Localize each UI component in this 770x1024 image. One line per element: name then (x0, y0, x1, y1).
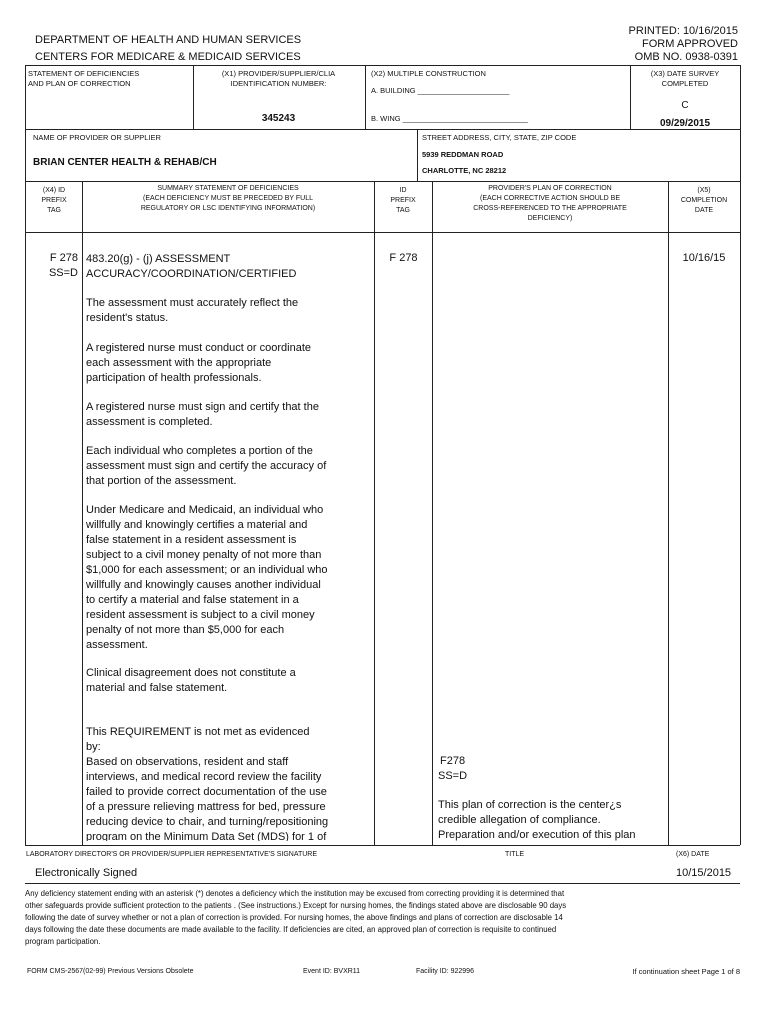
survey-date: 09/29/2015 (659, 118, 711, 129)
deficiency-tag: F 278 (49, 252, 78, 264)
address-label: STREET ADDRESS, CITY, STATE, ZIP CODE (422, 133, 577, 142)
facility-id: Facility ID: 922996 (416, 968, 474, 975)
form-number: FORM CMS-2567(02-99) Previous Versions Obsolete (27, 968, 194, 975)
provider-name: BRIAN CENTER HEALTH & REHAB/CH (33, 157, 217, 168)
paragraph: This REQUIREMENT is not met as evidenced by: Based on observations, resident and staff interviews, and medical record review the facility failed to provide correct documentation of the use of a pressure relieving mattress for bed, pressure reducing device to chair, and turning/repositioning program on the Minimum Data Set (MDS) for 1 of (86, 726, 329, 841)
event-id: Event ID: BVXR11 (303, 968, 361, 975)
x3-letter: C (681, 100, 689, 111)
plan-tag: F278 (440, 755, 466, 767)
omb-number: OMB NO. 0938-0391 (634, 51, 738, 63)
paragraph: Each individual who completes a portion of the assessment must sign and certify the accuracy of that portion of the assessment. (86, 445, 327, 487)
printed-date: PRINTED: 10/16/2015 (628, 25, 738, 37)
x1-label: (X1) PROVIDER/SUPPLIER/CLIA IDENTIFICATION NUMBER: (221, 69, 336, 88)
paragraph: The assessment must accurately reflect the resident's status. (86, 297, 299, 324)
summary-column-header: SUMMARY STATEMENT OF DEFICIENCIES (EACH DEFICIENCY MUST BE PRECEDED BY FULL REGULATORY OR LSC IDENTIFYING INFORMATION) (140, 185, 316, 212)
title-label: TITLE (505, 851, 525, 858)
x3-label: (X3) DATE SURVEY COMPLETED (650, 69, 720, 88)
disclaimer-text: Any deficiency statement ending with an asterisk (*) denotes a deficiency which the institution may be excused from correcting providing it is determined that other safeguards provide sufficient protection to the patients . (See instructions.) Except for nursing homes, the findings stated above are disclosable 90 days following the date of survey whether or not a plan of correction is provided. For nursing homes, the above findings and plans of correction are disclosable 14 days following the date these documents are made available to the facility. If deficiencies are cited, an approved plan of correction is requisite to continued program participation. (25, 889, 567, 946)
id-column-header: ID PREFIX TAG (390, 187, 416, 214)
city-state-zip: CHARLOTTE, NC 28212 (422, 166, 507, 175)
wing-field: B. WING ______________________________ (371, 114, 528, 123)
x6-date-label: (X6) DATE (676, 851, 710, 858)
plan-column-header: PROVIDER'S PLAN OF CORRECTION (EACH CORRECTIVE ACTION SHOULD BE CROSS-REFERENCED TO THE APPROPRIATE DEFICIENCY) (473, 185, 627, 222)
signature-date: 10/15/2015 (676, 867, 732, 879)
x2-label: (X2) MULTIPLE CONSTRUCTION (371, 69, 486, 78)
signature-label: LABORATORY DIRECTOR'S OR PROVIDER/SUPPLIER REPRESENTATIVE'S SIGNATURE (26, 851, 318, 858)
plan-scope-severity: SS=D (438, 770, 468, 782)
department-title: DEPARTMENT OF HEALTH AND HUMAN SERVICES (35, 34, 302, 46)
paragraph: Under Medicare and Medicaid, an individual who willfully and knowingly certifies a material and false statement in a resident assessment is subject to a civil money penalty of not more than $1,000 for each assessment; or an individual who willfully and knowingly causes another individual to certify a material and false statement in a resident assessment is subject to a civil money penalty of not more than $5,000 for each assessment. (86, 504, 328, 651)
centers-title: CENTERS FOR MEDICARE & MEDICAID SERVICES (35, 51, 301, 63)
scope-severity: SS=D (48, 267, 78, 279)
paragraph: Clinical disagreement does not constitute a material and false statement. (86, 667, 296, 694)
provider-id: 345243 (261, 113, 296, 124)
regulation-title: 483.20(g) - (j) ASSESSMENT ACCURACY/COORDINATION/CERTIFIED (86, 253, 297, 280)
street-address: 5939 REDDMAN ROAD (422, 150, 504, 159)
paragraph: A registered nurse must sign and certify that the assessment is completed. (86, 401, 319, 428)
x4-column-header: (X4) ID PREFIX TAG (41, 187, 67, 214)
building-field: A. BUILDING ______________________ (371, 86, 510, 95)
paragraph: A registered nurse must conduct or coordinate each assessment with the appropriate participation of health professionals. (86, 342, 312, 384)
provider-name-label: NAME OF PROVIDER OR SUPPLIER (33, 133, 161, 142)
completion-date: 10/16/15 (682, 252, 726, 264)
form-approved: FORM APPROVED (642, 38, 738, 50)
statement-label: STATEMENT OF DEFICIENCIES AND PLAN OF CORRECTION (28, 69, 140, 88)
id-prefix-tag: F 278 (389, 252, 418, 264)
x5-column-header: (X5) COMPLETION DATE (680, 187, 728, 214)
plan-text: This plan of correction is the center¿s credible allegation of compliance. Preparation and/or execution of this plan (438, 799, 636, 841)
page-indicator: If continuation sheet Page 1 of 8 (632, 967, 740, 976)
signature-value: Electronically Signed (35, 867, 138, 879)
